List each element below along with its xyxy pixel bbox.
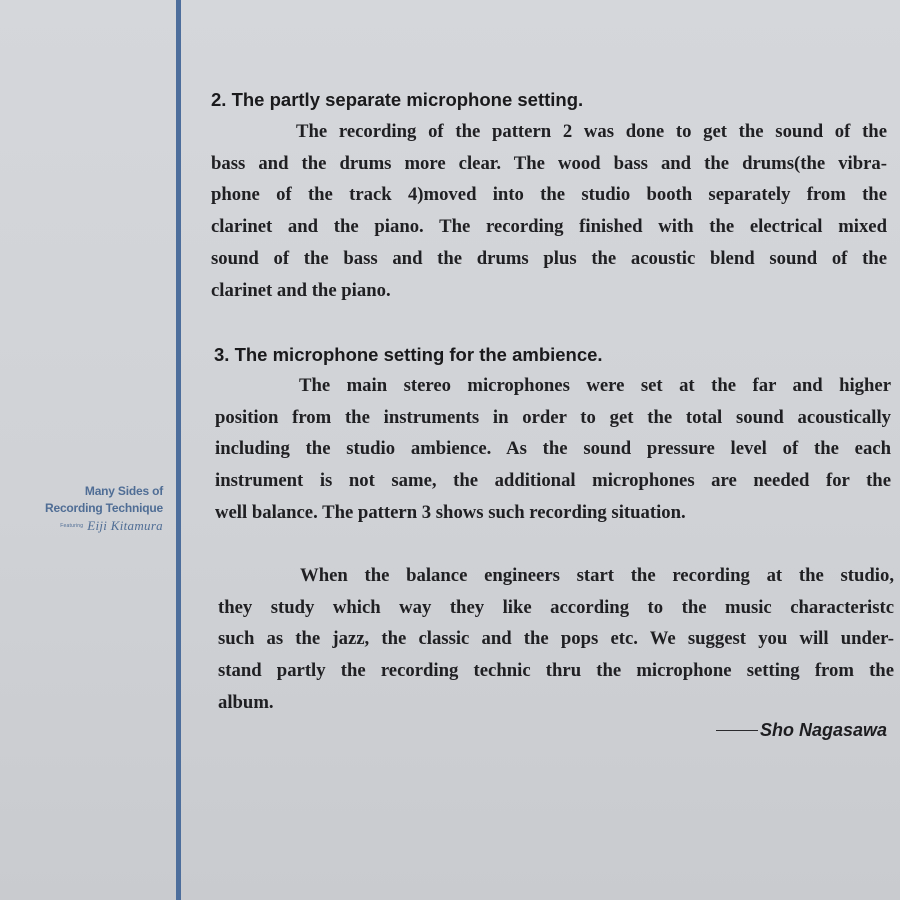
section-3-heading: 3. The microphone setting for the ambience. (214, 344, 603, 365)
paragraph-line: sound of the bass and the drums plus the acoustic blend sound of the (211, 247, 887, 269)
featuring-label: Featuring (60, 523, 84, 530)
series-author (20, 517, 163, 535)
series-caption (20, 483, 163, 535)
paragraph-line: When the balance engineers start the recording at the studio, (300, 565, 894, 586)
vertical-accent-rule (176, 0, 181, 900)
paragraph-line: The recording of the pattern 2 was done to get the sound of the (296, 121, 887, 142)
paragraph-line: album. (218, 691, 274, 713)
series-title-line-1: Many Sides of (84, 484, 163, 498)
author-name: Eiji Kitamura (87, 518, 163, 533)
paragraph-line: stand partly the recording technic thru the microphone setting from the (218, 660, 894, 682)
paragraph-line: The main stereo microphones were set at the far and higher (299, 375, 891, 396)
author-signature (716, 720, 887, 741)
paragraph-line: well balance. The pattern 3 shows such recording situation. (215, 501, 686, 523)
em-dash-rule (716, 730, 758, 732)
paragraph-line: including the studio ambience. As the sound pressure level of the each (215, 438, 891, 460)
paragraph-line: clarinet and the piano. (211, 279, 391, 301)
section-3-paragraph (215, 370, 891, 529)
closing-paragraph (218, 560, 894, 719)
paragraph-line: instrument is not same, the additional microphones are needed for the (215, 470, 891, 492)
signature-name: Sho Nagasawa (759, 720, 887, 740)
paragraph-line: such as the jazz, the classic and the pops etc. We suggest you will under- (218, 628, 894, 650)
section-2-paragraph (211, 116, 887, 306)
paragraph-line: they study which way they like according to the music characteristc (218, 596, 894, 618)
paragraph-line: clarinet and the piano. The recording finished with the electrical mixed (211, 216, 887, 238)
paragraph-line: position from the instruments in order to get the total sound acoustically (215, 406, 891, 428)
section-2-heading: 2. The partly separate microphone setting. (211, 89, 584, 110)
paragraph-line: bass and the drums more clear. The wood bass and the drums(the vibra- (211, 152, 887, 174)
paragraph-line: phone of the track 4)moved into the studio booth separately from the (211, 184, 887, 206)
series-title-line-2: Recording Technique (45, 501, 163, 515)
